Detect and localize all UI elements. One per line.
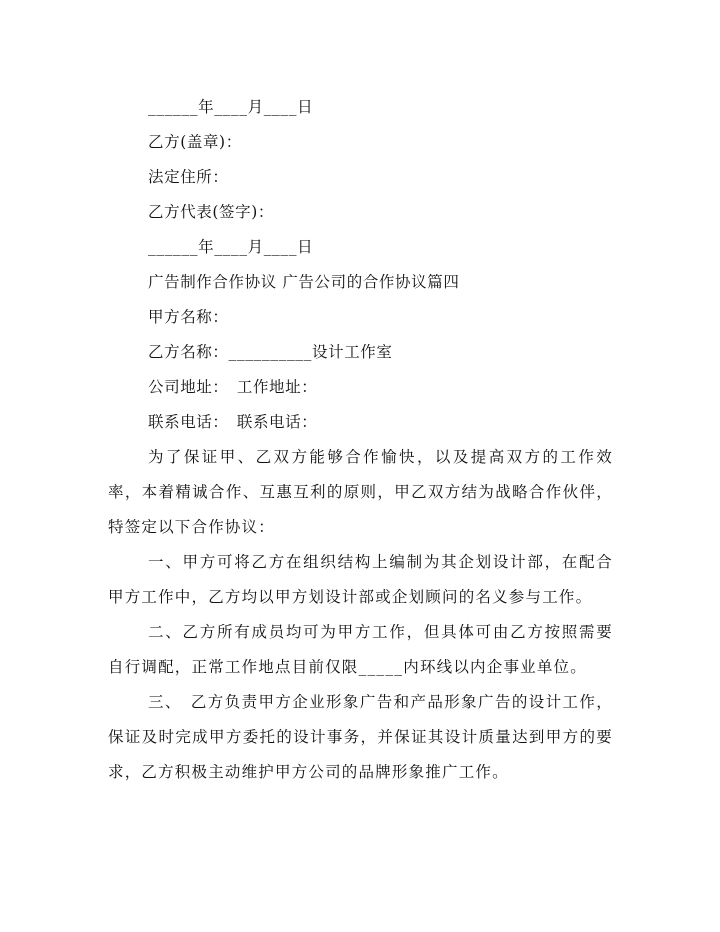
date-line-2: ______年____月____日 [148, 238, 314, 256]
company-address-line: 公司地址： 工作地址： [148, 378, 318, 396]
party-b-representative-line: 乙方代表(签字)： [148, 203, 274, 221]
party-a-name-line: 甲方名称： [148, 308, 229, 326]
intro-paragraph: 为了保证甲、乙双方能够合作愉快，以及提高双方的工作效率，本着精诚合作、互惠互利的原则，甲乙双方结为战略合作伙伴，特签定以下合作协议： [108, 448, 613, 536]
party-b-seal-line: 乙方(盖章)： [148, 133, 242, 151]
legal-address-line: 法定住所： [148, 168, 229, 186]
date-line-1: ______年____月____日 [148, 98, 314, 116]
clause-2-paragraph: 二、乙方所有成员均可为甲方工作，但具体可由乙方按照需要自行调配，正常工作地点目前仅限_____内环线以内企事业单位。 [108, 623, 613, 676]
clause-1-paragraph: 一、甲方可将乙方在组织结构上编制为其企划设计部，在配合甲方工作中，乙方均以甲方划设计部或企划顾问的名义参与工作。 [108, 553, 613, 606]
clause-3-paragraph: 三、 乙方负责甲方企业形象广告和产品形象广告的设计工作，保证及时完成甲方委托的设计事务，并保证其设计质量达到甲方的要求，乙方积极主动维护甲方公司的品牌形象推广工作。 [108, 693, 613, 781]
contact-phone-line: 联系电话： 联系电话： [148, 413, 318, 431]
party-b-name-line: 乙方名称：__________设计工作室 [148, 343, 393, 361]
section-title: 广告制作合作协议 广告公司的合作协议篇四 [148, 273, 460, 291]
